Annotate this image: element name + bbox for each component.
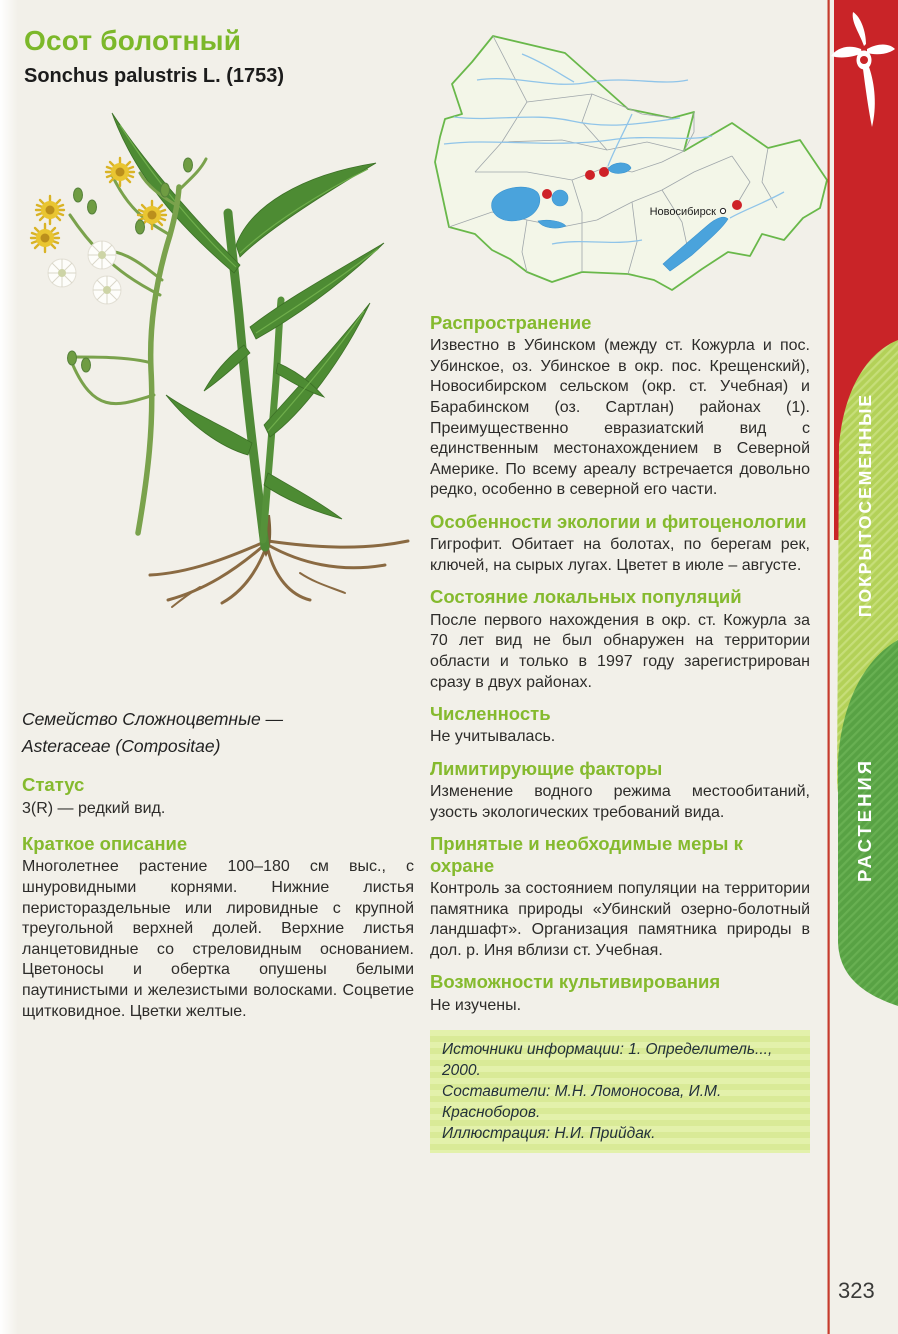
section-heading-abundance: Численность (430, 703, 551, 725)
plant-roots (150, 541, 408, 607)
section-heading-limiting-factors: Лимитирующие факторы (430, 757, 663, 779)
section-sidebar (824, 0, 898, 1334)
plant-illustration (0, 95, 440, 715)
section-body-cultivation: Не изучены. (430, 996, 522, 1014)
section-body-populations: После первого нахождения в окр. ст. Кожурла за 70 лет вид не был обнаружен на территории области и только в 1997 году зарегистрирован сразу в двух районах. (430, 611, 810, 691)
description-heading: Краткое описание (22, 833, 188, 855)
family-latin: Asteraceae (Compositae) (22, 736, 221, 757)
occurrence-dot (542, 189, 552, 199)
map-city-label: Новосибирск (649, 206, 716, 218)
section-body-abundance: Не учитывалась. (430, 728, 556, 746)
left-column (22, 706, 414, 1022)
sources-box (430, 1030, 810, 1153)
section-body-protection: Контроль за состоянием популяции на территории памятника природы «Убинский озерно-болотный ландшафт». Организация памятника природы в дол. р. Иня вблизи ст. Учебная. (430, 879, 810, 959)
latin-name: Sonchus palustris L. (1753) (24, 64, 285, 87)
right-column (430, 312, 810, 1153)
section-heading-cultivation: Возможности культивирования (430, 971, 721, 993)
range-map (432, 22, 828, 312)
family-name (22, 706, 414, 760)
family-russian: Семейство Сложноцветные — (22, 709, 284, 729)
sidebar-kingdom-label: РАСТЕНИЯ (854, 757, 875, 883)
status-heading: Статус (22, 774, 85, 796)
occurrence-dot (599, 167, 609, 177)
occurrence-dot (732, 200, 742, 210)
illustrator-line: Иллюстрация: Н.И. Прийдак. (442, 1125, 656, 1143)
section-heading-protection: Принятые и необходимые меры к охране (430, 833, 743, 876)
page-number: 323 (838, 1278, 875, 1303)
section-body-distribution: Известно в Убинском (между ст. Кожурла и пос. Убинское, оз. Убинское в окр. пос. Крещенский), Новосибирском сельском (окр. ст. Учебная) и Барабинском (оз. Сартлан) районах (1). Преимущественно евразиатский вид с единственным местонахождением в Северной Америке. По всему ареалу встречается довольно редко, особенно в северной его части. (430, 337, 810, 499)
section-heading-ecology: Особенности экологии и фитоценологии (430, 511, 807, 533)
compilers-line: Составители: М.Н. Ломоносова, И.М. Красноборов. (442, 1083, 722, 1122)
title-block (24, 26, 424, 88)
section-body-ecology: Гигрофит. Обитает на болотах, по берегам рек, ключей, на сырых лугах. Цветет в июле – августе. (430, 536, 810, 574)
status-value: 3(R) — редкий вид. (22, 799, 166, 817)
section-heading-populations: Состояние локальных популяций (430, 586, 742, 608)
section-heading-distribution: Распространение (430, 312, 592, 333)
sidebar-red-rule (828, 0, 830, 1334)
occurrence-dot (585, 170, 595, 180)
description-text: Многолетнее растение 100–180 см выс., с шнуровидными корнями. Нижние листья перистораздельные или лировидные с крупной треугольной верхней долей. Верхние листья ланцетовидные со стреловидным основанием. Цветоносы и обертка опушены белыми паутинистыми и железистыми волосками. Соцветие щитковидное. Цветки желтые. (22, 858, 414, 1020)
section-body-limiting-factors: Изменение водного режима местообитаний, узость экологических требований вида. (430, 783, 810, 821)
map-region-outline (435, 36, 827, 290)
city-marker-icon (720, 208, 725, 213)
sidebar-division-label: ПОКРЫТОСЕМЕННЫЕ (855, 392, 875, 618)
page-title: Осот болотный (24, 25, 242, 56)
sources-line: Источники информации: 1. Определитель..., 2000. (442, 1041, 773, 1080)
